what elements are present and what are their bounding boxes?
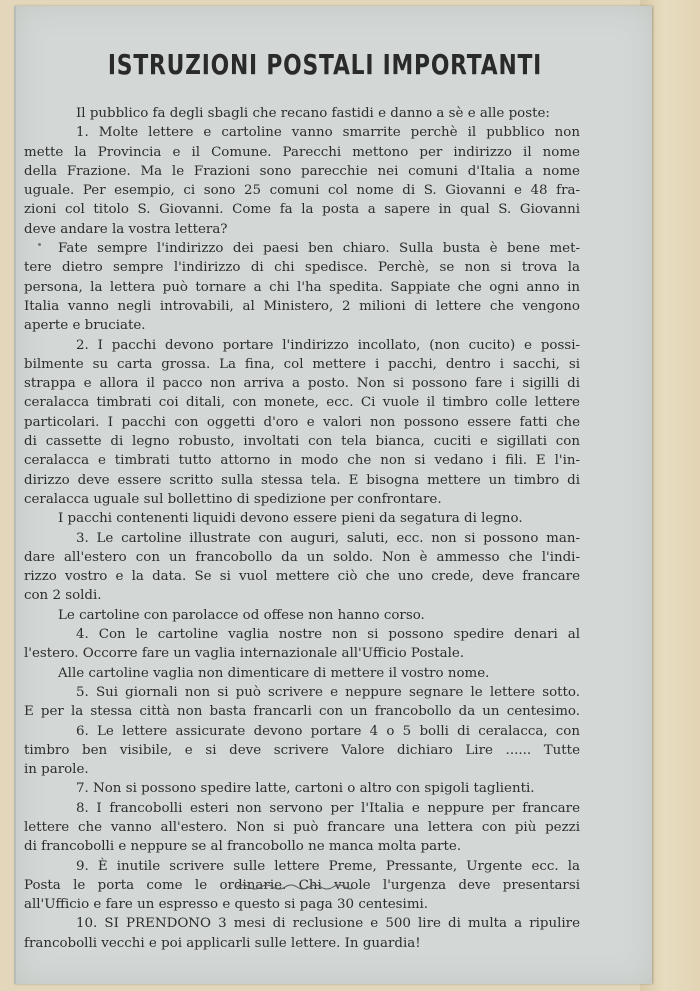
document-title: ISTRUZIONI POSTALI IMPORTANTI — [107, 48, 543, 81]
text-line: 4. Con le cartoline vaglia nostre non si possono spedire denari al — [76, 627, 580, 643]
text-line: 2. I pacchi devono portare l'indirizzo incollato, (non cucito) e possi- — [76, 337, 580, 353]
text-line: ceralacca uguale sul bollettino di spedizione per confrontare. — [24, 491, 442, 507]
text-line: Fate sempre l'indirizzo dei paesi ben chiaro. Sulla busta è bene met- — [58, 241, 580, 257]
text-line: uguale. Per esempio, ci sono 25 comuni col nome di S. Giovanni e 48 fra- — [24, 183, 580, 199]
text-line: con 2 soldi. — [24, 588, 102, 604]
text-line: in parole. — [24, 762, 89, 778]
text-line: 7. Non si possono spedire latte, cartoni o altro con spigoli taglienti. — [76, 781, 535, 797]
text-line: Alle cartoline vaglia non dimenticare di mettere il vostro nome. — [58, 665, 490, 681]
text-line: lettere che vanno all'estero. Non si può francare una lettera con più pezzi — [24, 819, 580, 835]
text-line: 5. Sui giornali non si può scrivere e neppure segnare le lettere sotto. — [76, 684, 580, 700]
text-line: 8. I francobolli esteri non servono per l'Italia e neppure per francare — [76, 800, 580, 816]
text-line: Posta le porta come le ordinarie. Chi vuole l'urgenza deve presentarsi — [24, 877, 580, 893]
text-line: Italia vanno negli introvabili, al Ministero, 2 milioni di lettere che vengono — [24, 298, 580, 314]
text-line: dirizzo deve essere scritto sulla stessa tela. E bisogna mettere un timbro di — [24, 472, 580, 488]
text-line: E per la stessa città non basta francarli con un francobollo da un centesimo. — [24, 704, 580, 720]
text-line: 6. Le lettere assicurate devono portare 4 o 5 bolli di ceralacca, con — [76, 723, 580, 739]
text-line: mette la Provincia e il Comune. Parecchi mettono per indirizzo il nome — [24, 144, 580, 160]
text-line: l'estero. Occorre fare un vaglia internazionale all'Ufficio Postale. — [24, 646, 465, 662]
closing-ornament — [235, 883, 355, 891]
text-line: Le cartoline con parolacce od offese non hanno corso. — [58, 607, 425, 623]
text-line: deve andare la vostra lettera? — [24, 221, 228, 237]
text-line: Il pubblico fa degli sbagli che recano fastidi e danno a sè e alle poste: — [76, 106, 550, 121]
text-line: ceralacca timbrati coi ditali, con monete, ecc. Ci vuole il timbro colle lettere — [24, 395, 580, 411]
text-line: timbro ben visibile, e si deve scrivere Valore dichiaro Lire ...... Tutte — [24, 742, 580, 758]
text-line: all'Ufficio e fare un espresso e questo si paga 30 centesimi. — [24, 897, 429, 913]
text-line: francobolli vecchi e poi applicarli sulle lettere. In guardia! — [24, 935, 421, 951]
text-line: I pacchi contenenti liquidi devono essere pieni da segatura di legno. — [58, 511, 523, 527]
text-line: 1. Molte lettere e cartoline vanno smarrite perchè il pubblico non — [76, 125, 580, 141]
document-body — [24, 104, 580, 953]
text-line: dare all'estero con un francobollo da un soldo. Non è ammesso che l'indi- — [24, 549, 580, 565]
text-line: ceralacca e timbrati tutto attorno in modo che non si vedano i fili. E l'in- — [24, 453, 580, 469]
text-line: rizzo vostro e la data. Se si vuol mettere ciò che uno crede, deve francare — [24, 569, 580, 585]
text-line: strappa e allora il pacco non arriva a posto. Non si possono fare i sigilli di — [24, 376, 580, 392]
text-line: di francobolli e neppure se al francobollo ne manca molta parte. — [24, 839, 462, 855]
text-line: 9. È inutile scrivere sulle lettere Preme, Pressante, Urgente ecc. la — [76, 858, 580, 874]
text-line: zioni col titolo S. Giovanni. Come fa la posta a sapere in qual S. Giovanni — [24, 202, 580, 218]
text-line: 3. Le cartoline illustrate con auguri, saluti, ecc. non si possono man- — [76, 530, 580, 546]
text-line: persona, la lettera può tornare a chi l'ha spedita. Sappiate che ogni anno in — [24, 279, 580, 295]
text-line: 10. SI PRENDONO 3 mesi di reclusione e 500 lire di multa a ripulire — [76, 916, 580, 932]
text-line: della Frazione. Ma le Frazioni sono parecchie nei comuni d'Italia a nome — [24, 163, 580, 179]
text-line: di cassette di legno robusto, involtati con tela bianca, cuciti e sigillati con — [24, 434, 580, 450]
text-line: tere dietro sempre l'indirizzo di chi spedisce. Perchè, se non si trova la — [24, 260, 580, 276]
text-line: aperte e bruciate. — [24, 318, 146, 334]
text-line: bilmente su carta grossa. La fina, col mettere i pacchi, dentro i sacchi, si — [24, 356, 580, 372]
text-line: particolari. I pacchi con oggetti d'oro e valori non possono essere fatti che — [24, 414, 580, 430]
